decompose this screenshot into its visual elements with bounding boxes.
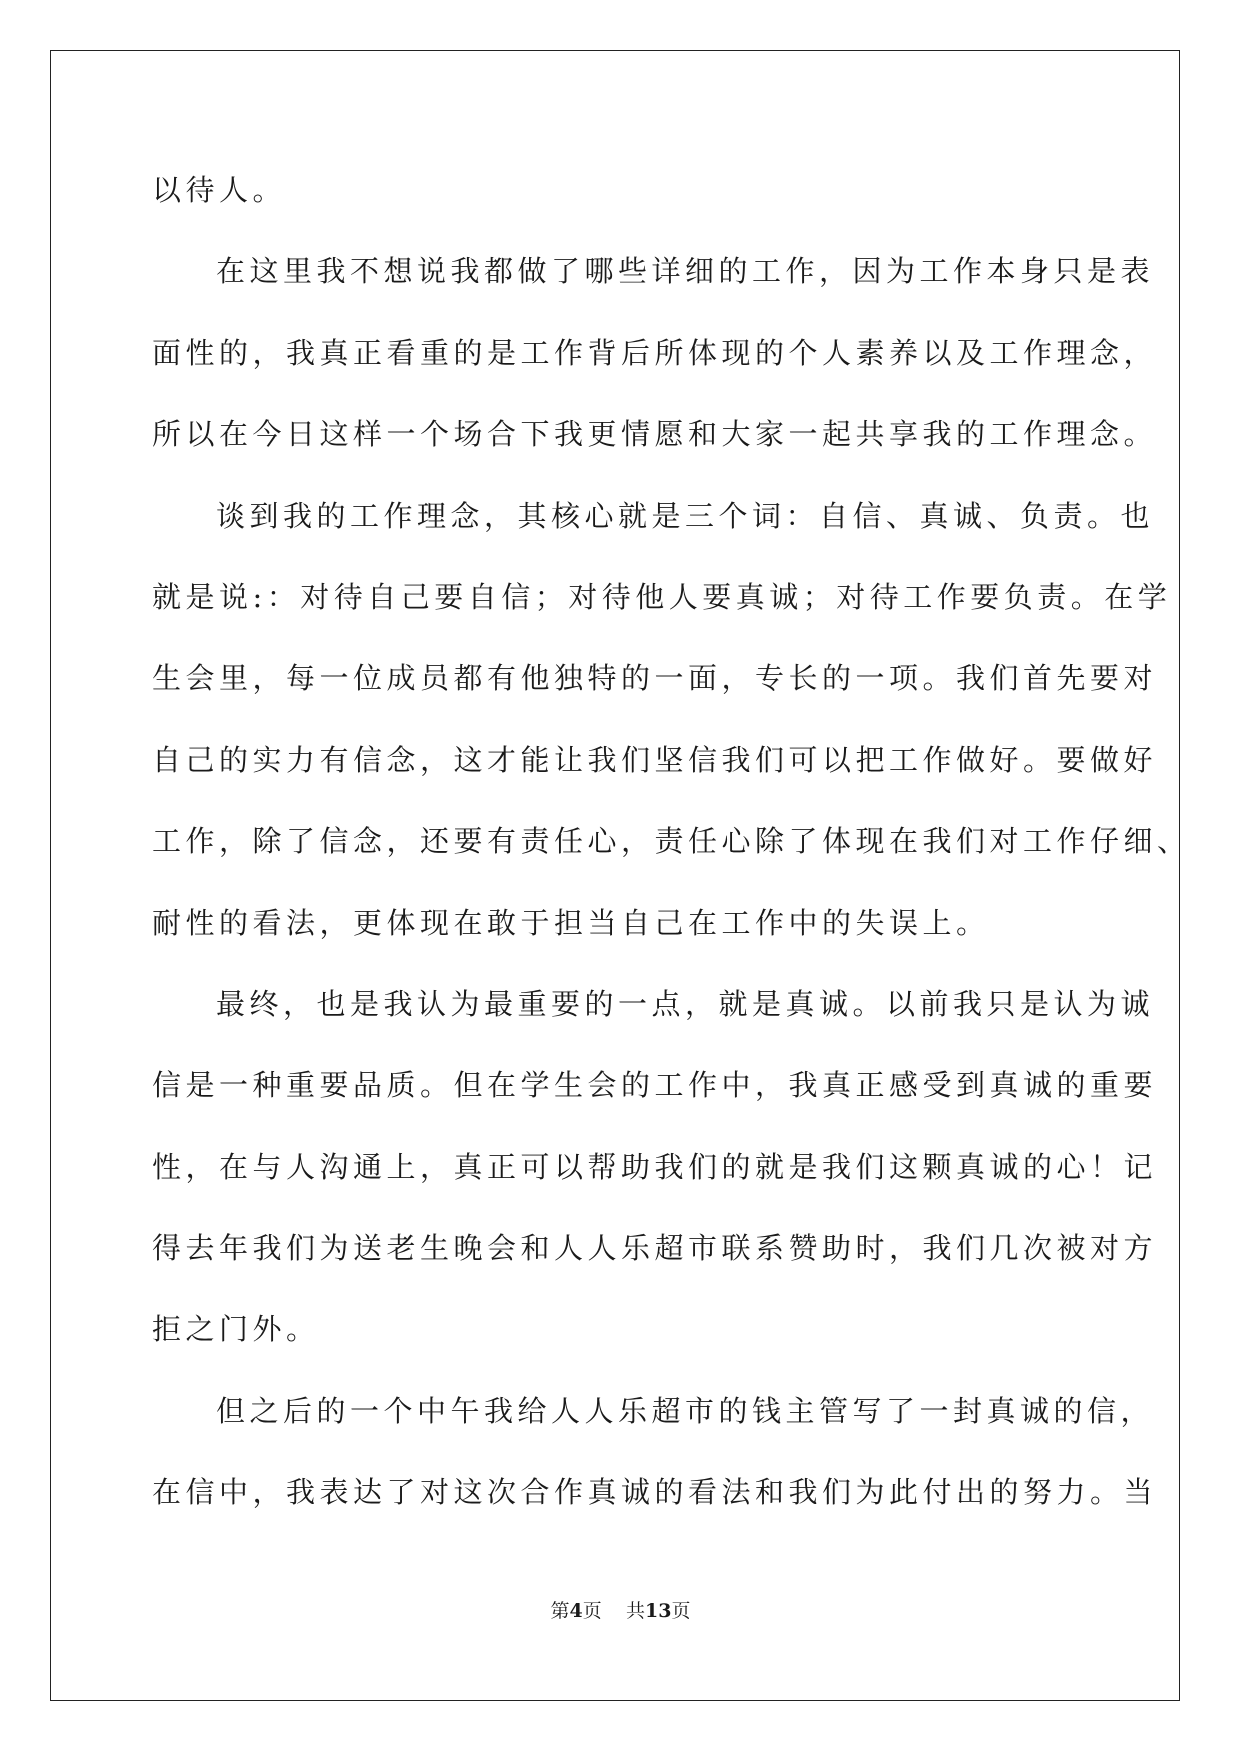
text-line-7: 生会里，每一位成员都有他独特的一面，专长的一项。我们首先要对 (152, 661, 1158, 696)
text-line-10: 耐性的看法，更体现在敢于担当自己在工作中的失误上。 (152, 905, 990, 940)
footer-prefix: 第 (550, 1600, 570, 1622)
text-line-8: 自己的实力有信念，这才能让我们坚信我们可以把工作做好。要做好 (152, 742, 1158, 777)
text-line-9: 工作，除了信念，还要有责任心，责任心除了体现在我们对工作仔细、 (152, 824, 1191, 859)
page-footer (0, 1596, 1241, 1623)
text-line-16: 但之后的一个中午我给人人乐超市的钱主管写了一封真诚的信， (216, 1393, 1155, 1428)
footer-total-suffix: 页 (671, 1600, 691, 1622)
text-line-14: 得去年我们为送老生晚会和人人乐超市联系赞助时，我们几次被对方 (152, 1231, 1158, 1266)
text-line-3: 面性的，我真正看重的是工作背后所体现的个人素养以及工作理念， (152, 335, 1158, 370)
text-line-5: 谈到我的工作理念，其核心就是三个词：自信、真诚、负责。也 (216, 498, 1155, 533)
footer-total-prefix: 共 (625, 1600, 645, 1622)
text-line-2: 在这里我不想说我都做了哪些详细的工作，因为工作本身只是表 (216, 254, 1155, 289)
text-line-13: 性，在与人沟通上，真正可以帮助我们的就是我们这颗真诚的心！记 (152, 1149, 1158, 1184)
document-body (152, 150, 1191, 1534)
text-line-6: 就是说:：对待自己要自信；对待他人要真诚；对待工作要负责。在学 (152, 579, 1172, 614)
text-line-11: 最终，也是我认为最重要的一点，就是真诚。以前我只是认为诚 (216, 986, 1155, 1021)
text-line-17: 在信中，我表达了对这次合作真诚的看法和我们为此付出的努力。当 (152, 1475, 1158, 1510)
text-line-15: 拒之门外。 (152, 1312, 320, 1347)
footer-page-suffix: 页 (582, 1600, 602, 1622)
text-line-1: 以待人。 (152, 173, 287, 207)
total-pages: 13 (644, 1600, 672, 1622)
page-number: 4 (569, 1600, 583, 1622)
text-line-12: 信是一种重要品质。但在学生会的工作中，我真正感受到真诚的重要 (152, 1068, 1158, 1103)
text-line-4: 所以在今日这样一个场合下我更情愿和大家一起共享我的工作理念。 (152, 417, 1158, 452)
